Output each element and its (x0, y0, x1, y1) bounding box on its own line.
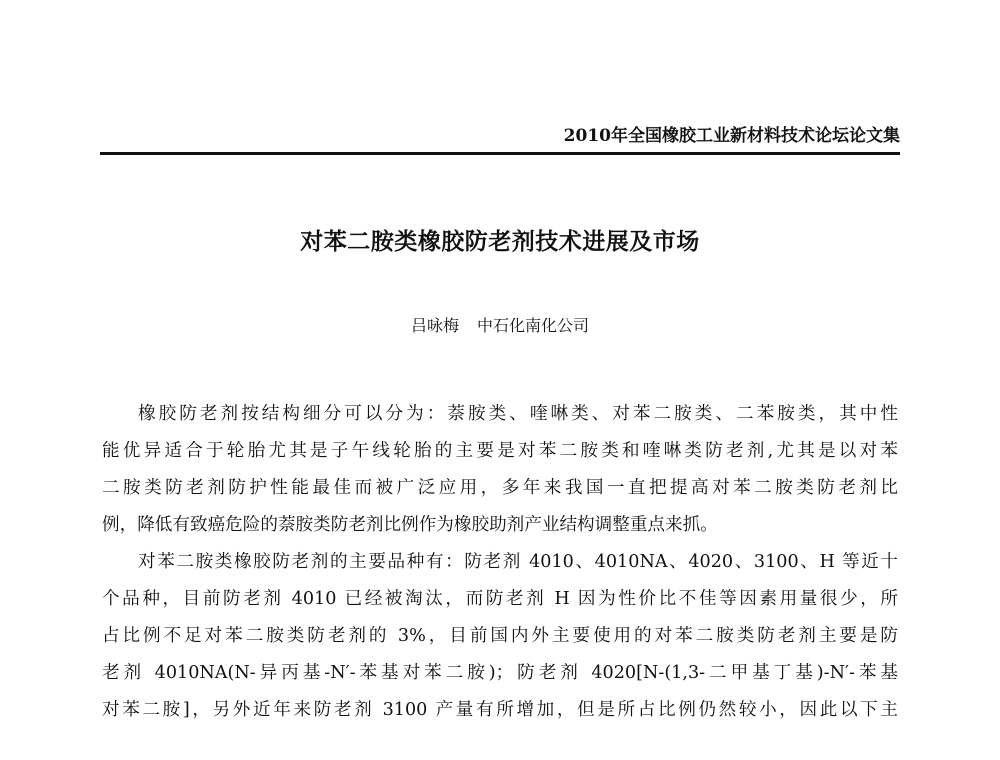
author-affiliation: 中石化南化公司 (477, 316, 590, 335)
paragraph-2 (102, 544, 898, 729)
text-line: 个品种，目前防老剂 4010 已经被淘汰，而防老剂 H 因为性价比不佳等因素用量很少，所 (102, 589, 898, 609)
running-header: 2010年全国橡胶工业新材料技术论坛论文集 (563, 126, 900, 146)
text-line: 二胺类防老剂防护性能最佳而被广泛应用，多年来我国一直把提高对苯二胺类防老剂比 (102, 478, 898, 498)
text-line: 占比例不足对苯二胺类防老剂的 3%，目前国内外主要使用的对苯二胺类防老剂主要是防 (102, 626, 898, 646)
text-line: 能优异适合于轮胎尤其是子午线轮胎的主要是对苯二胺类和喹啉类防老剂,尤其是以对苯 (102, 441, 898, 461)
text-line: 对苯二胺]，另外近年来防老剂 3100 产量有所增加，但是所占比例仍然较小，因此以下主 (102, 700, 898, 720)
text-line: 橡胶防老剂按结构细分可以分为：萘胺类、喹啉类、对苯二胺类、二苯胺类，其中性 (138, 404, 898, 424)
text-line: 老剂 4010NA(N-异丙基-N′-苯基对苯二胺)；防老剂 4020[N-(1,3-二甲基丁基)-N′-苯基 (102, 663, 898, 683)
paper-title: 对苯二胺类橡胶防老剂技术进展及市场 (300, 228, 700, 255)
header-rule (100, 152, 900, 155)
byline (100, 315, 900, 337)
text-line: 对苯二胺类橡胶防老剂的主要品种有：防老剂 4010、4010NA、4020、3100、H 等近十 (138, 552, 898, 572)
body-text (102, 396, 898, 729)
paragraph-1 (102, 396, 898, 544)
author-name: 吕咏梅 (410, 316, 459, 335)
text-line: 例，降低有致癌危险的萘胺类防老剂比例作为橡胶助剂产业结构调整重点来抓。 (102, 515, 718, 535)
